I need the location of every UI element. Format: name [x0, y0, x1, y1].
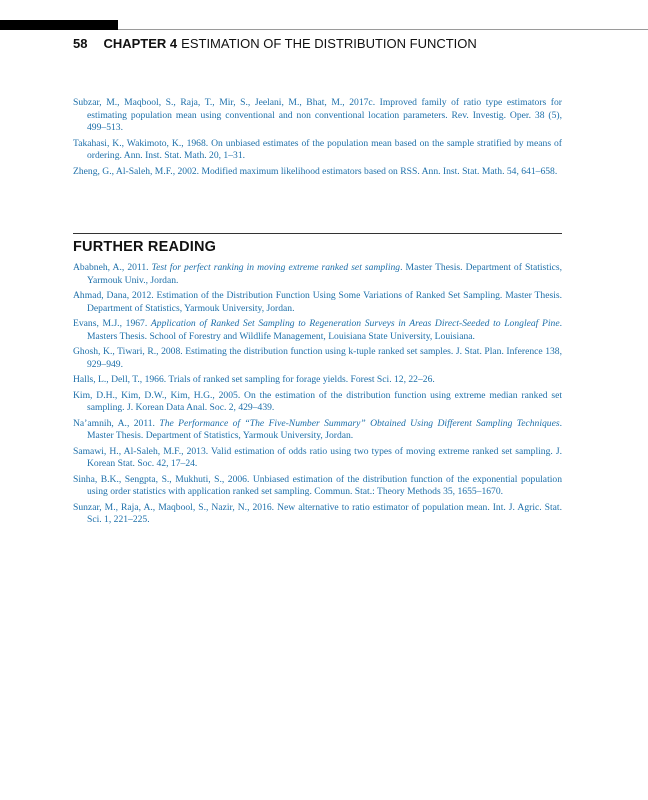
- further-reading-item[interactable]: Ababneh, A., 2011. Test for perfect ranking in moving extreme ranked set sampling. Master Thesis. Department of Statistics, Yarmouk Univ., Jordan.: [73, 262, 562, 286]
- chapter-title: ESTIMATION OF THE DISTRIBUTION FUNCTION: [181, 36, 477, 51]
- page-number: 58: [73, 36, 88, 51]
- reference-list: [73, 97, 562, 181]
- further-reading-item[interactable]: Sinha, B.K., Sengpta, S., Mukhuti, S., 2006. Unbiased estimation of the distribution function of the exponential population using order statistics with application ranked set sampling. Commun. Stat.: Theory Methods 35, 1655–1670.: [73, 473, 562, 497]
- further-reading-item[interactable]: Evans, M.J., 1967. Application of Ranked Set Sampling to Regeneration Surveys in Areas Direct-Seeded to Longleaf Pine. Masters Thesis. School of Forestry and Wildlife Management, Louisiana State University, Louisiana.: [73, 318, 562, 342]
- reference-item[interactable]: Zheng, G., Al-Saleh, M.F., 2002. Modified maximum likelihood estimators based on RSS. Ann. Inst. Stat. Math. 54, 641–658.: [73, 165, 558, 177]
- further-reading-item[interactable]: Ghosh, K., Tiwari, R., 2008. Estimating the distribution function using k-tuple ranked set samples. J. Stat. Plan. Inference 138, 929–949.: [73, 346, 562, 370]
- further-reading-item[interactable]: Samawi, H., Al-Saleh, M.F., 2013. Valid estimation of odds ratio using two types of moving extreme ranked set sampling. J. Korean Stat. Soc. 42, 17–24.: [73, 445, 562, 469]
- further-reading-heading: FURTHER READING: [73, 239, 217, 255]
- chapter-label: CHAPTER 4: [103, 36, 178, 51]
- further-reading-item[interactable]: Halls, L., Dell, T., 1966. Trials of ranked set sampling for forage yields. Forest Sci. 12, 22–26.: [73, 374, 435, 385]
- running-head: [73, 36, 477, 51]
- further-reading-item[interactable]: Na’amnih, A., 2011. The Performance of “The Five-Number Summary” Obtained Using Different Sampling Techniques. Master Thesis. Department of Statistics, Yarmouk University, Jordan.: [73, 417, 562, 441]
- reference-item[interactable]: Takahasi, K., Wakimoto, K., 1968. On unbiased estimates of the population mean based on the sample stratified by means of ordering. Ann. Inst. Stat. Math. 20, 1–31.: [73, 137, 562, 161]
- further-reading-item[interactable]: Sunzar, M., Raja, A., Maqbool, S., Nazir, N., 2016. New alternative to ratio estimator of population mean. Int. J. Agric. Stat. Sci. 1, 221–225.: [73, 501, 562, 525]
- further-reading-item[interactable]: Kim, D.H., Kim, D.W., Kim, H.G., 2005. On the estimation of the distribution function using extreme median ranked set sampling. J. Korean Data Anal. Soc. 2, 429–439.: [73, 389, 562, 413]
- header-rule: [118, 29, 648, 30]
- further-reading-item[interactable]: Ahmad, Dana, 2012. Estimation of the Distribution Function Using Some Variations of Ranked Set Sampling. Master Thesis. Department of Statistics, Yarmouk University, Jordan.: [73, 290, 562, 314]
- reference-item[interactable]: Subzar, M., Maqbool, S., Raja, T., Mir, S., Jeelani, M., Bhat, M., 2017c. Improved family of ratio type estimators for estimating population mean using conventional and non conventional location parameters. Rev. Investig. Oper. 38 (5), 499–513.: [73, 97, 562, 133]
- section-divider: [73, 233, 562, 234]
- header-black-bar: [0, 20, 118, 30]
- further-reading-list: [73, 262, 562, 530]
